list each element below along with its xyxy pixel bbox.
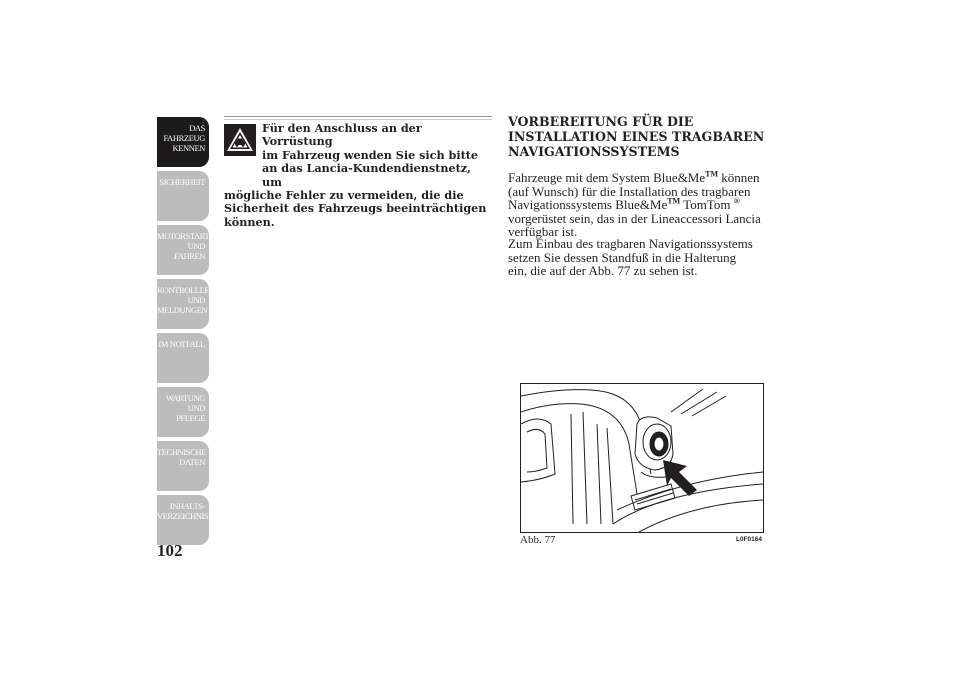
tab-sicherheit[interactable]: SICHERHEIT — [157, 171, 209, 221]
warning-line: an das Lancia-Kundendienstnetz, um — [262, 161, 472, 189]
figure-navigation-mount — [520, 383, 764, 533]
tab-im-notfall[interactable]: IM NOTFALL — [157, 333, 209, 383]
tab-wartung-und-pflege[interactable]: WARTUNG UND PFLEGE — [157, 387, 209, 437]
warning-line: mögliche Fehler zu vermeiden, die die — [224, 188, 464, 203]
warning-text — [224, 122, 494, 229]
tab-motorstart-und-fahren[interactable]: MOTORSTART UND FAHREN — [157, 225, 209, 275]
tab-kontrollleuchten-und-meldungen[interactable]: KONTROLLLEUCHTEN UND MELDUNGEN — [157, 279, 209, 329]
figure-caption: Abb. 77 — [520, 534, 556, 546]
tab-technische-daten[interactable]: TECHNISCHE DATEN — [157, 441, 209, 491]
warning-top-rule — [224, 116, 492, 117]
tab-inhaltsverzeichnis[interactable]: INHALTS- VERZEICHNIS — [157, 495, 209, 545]
warning-line: Für den Anschluss an der Vorrüstung — [262, 121, 422, 149]
section-title: VORBEREITUNG FÜR DIE INSTALLATION EINES TRAGBAREN NAVIGATIONSSYSTEMS — [508, 114, 765, 159]
warning-line: Sicherheit des Fahrzeugs beeinträchtigen — [224, 201, 487, 216]
tab-das-fahrzeug-kennen[interactable]: DAS FAHRZEUG KENNEN — [157, 117, 209, 167]
figure-code: L0F0164 — [736, 536, 763, 543]
warning-line: im Fahrzeug wenden Sie sich bitte — [262, 147, 479, 162]
page-number: 102 — [157, 541, 183, 560]
paragraph-1: Fahrzeuge mit dem System Blue&Me™ können (auf Wunsch) für die Installation des tragbaren Navigationssystems Blue&Me™ TomTom ® vorgerüstet sein, das in der Lineaccessori Lancia verfügbar ist. — [508, 169, 761, 240]
paragraph-2: Zum Einbau des tragbaren Navigationssystems setzen Sie dessen Standfuß in die Halterung ein, die auf der Abb. 77 zu sehen ist. — [508, 236, 753, 279]
warning-line: können. — [224, 214, 275, 229]
warning-top-rule-secondary — [224, 119, 492, 120]
